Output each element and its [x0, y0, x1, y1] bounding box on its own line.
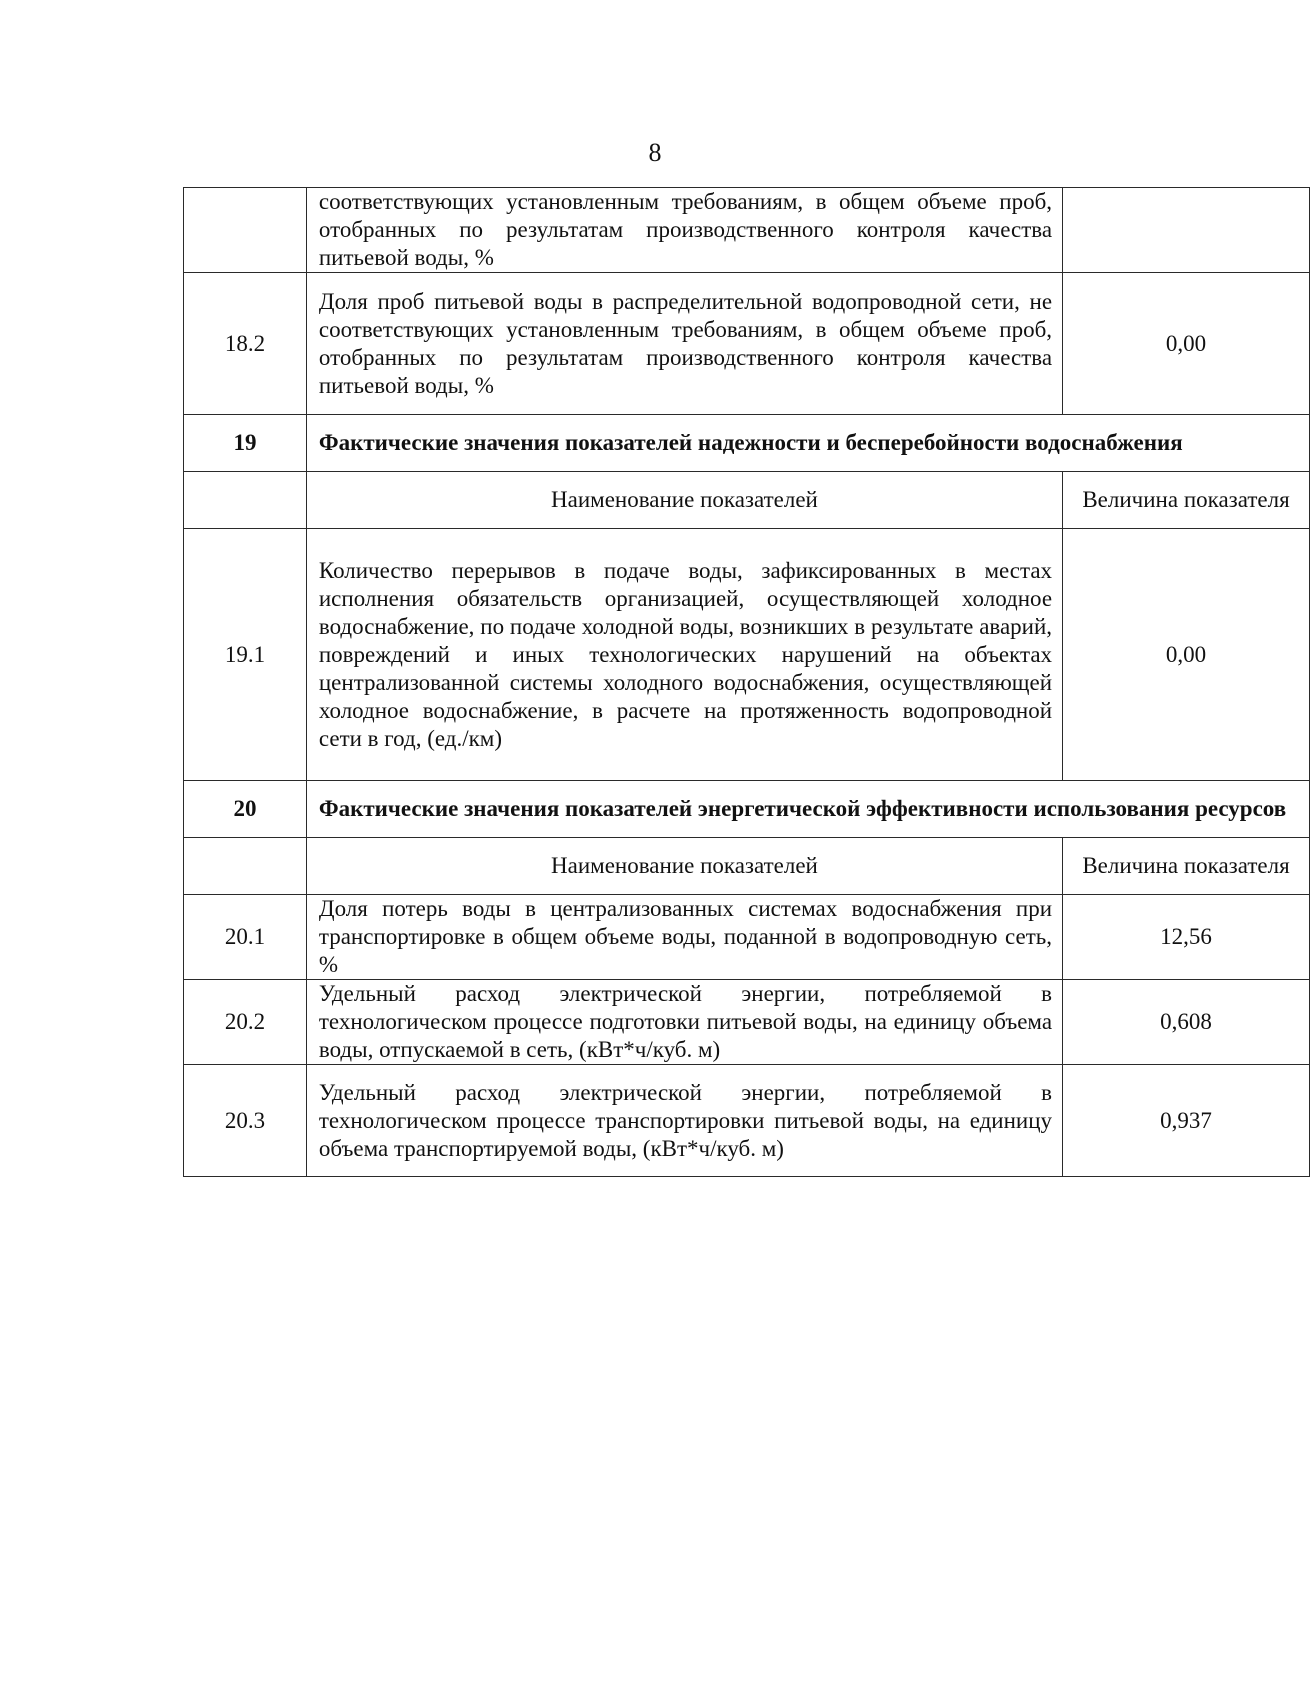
table-row-20-2 [184, 980, 1310, 1065]
indicator-value: 0,00 [1063, 273, 1310, 415]
column-header-name: Наименование показателей [306, 838, 1062, 895]
page-number: 8 [648, 138, 662, 167]
indicator-description: Удельный расход электрической энергии, потребляемой в технологическом процессе транспортировки питьевой воды, на единицу объема транспортируемой воды, (кВт*ч/куб. м) [306, 1065, 1062, 1177]
empty-cell [184, 838, 307, 895]
table-row-18-2 [184, 273, 1310, 415]
column-header-value: Величина показателя [1063, 472, 1310, 529]
section-number: 19 [184, 415, 307, 472]
indicators-table [183, 187, 1310, 1177]
table-row-continuation [184, 188, 1310, 273]
indicator-value: 0,00 [1063, 529, 1310, 781]
row-number: 20.1 [184, 895, 307, 980]
indicator-description: Доля проб питьевой воды в распределительной водопроводной сети, не соответствующих установленным требованиям, в общем объеме проб, отобранных по результатам производственного контроля качества питьевой воды, % [306, 273, 1062, 415]
section-title: Фактические значения показателей надежности и бесперебойности водоснабжения [306, 415, 1309, 472]
empty-cell [184, 472, 307, 529]
indicator-description: Доля потерь воды в централизованных системах водоснабжения при транспортировке в общем объеме воды, поданной в водопроводную сеть, % [306, 895, 1062, 980]
section-number: 20 [184, 781, 307, 838]
section-title: Фактические значения показателей энергетической эффективности использования ресурсов [306, 781, 1309, 838]
row-number: 18.2 [184, 273, 307, 415]
column-header-value: Величина показателя [1063, 838, 1310, 895]
table-row-20-3 [184, 1065, 1310, 1177]
indicator-value [1063, 188, 1310, 273]
indicator-value: 0,937 [1063, 1065, 1310, 1177]
row-number: 20.2 [184, 980, 307, 1065]
indicator-value: 0,608 [1063, 980, 1310, 1065]
indicator-description: Удельный расход электрической энергии, потребляемой в технологическом процессе подготовки питьевой воды, на единицу объема воды, отпускаемой в сеть, (кВт*ч/куб. м) [306, 980, 1062, 1065]
indicator-description: Количество перерывов в подаче воды, зафиксированных в местах исполнения обязательств организацией, осуществляющей холодное водоснабжение, по подаче холодной воды, возникших в результате аварий, повреждений и иных технологических нарушений на объектах централизованной системы холодного водоснабжения, осуществляющей холодное водоснабжение, в расчете на протяженность водопроводной сети в год, (ед./км) [306, 529, 1062, 781]
indicator-value: 12,56 [1063, 895, 1310, 980]
table-row-19-1 [184, 529, 1310, 781]
column-header-row-20 [184, 838, 1310, 895]
row-number: 20.3 [184, 1065, 307, 1177]
column-header-row-19 [184, 472, 1310, 529]
section-row-20 [184, 781, 1310, 838]
indicator-description: соответствующих установленным требованиям, в общем объеме проб, отобранных по результатам производственного контроля качества питьевой воды, % [306, 188, 1062, 273]
row-number [184, 188, 307, 273]
column-header-name: Наименование показателей [306, 472, 1062, 529]
table-row-20-1 [184, 895, 1310, 980]
row-number: 19.1 [184, 529, 307, 781]
section-row-19 [184, 415, 1310, 472]
